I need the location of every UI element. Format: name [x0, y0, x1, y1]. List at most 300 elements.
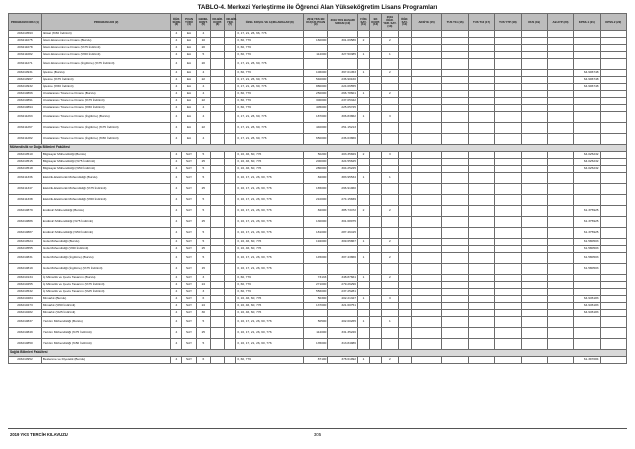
cell-empty: [521, 98, 547, 105]
cell-q: 5: [196, 152, 210, 159]
faculty-section-row: [9, 350, 627, 357]
cell-empty: [495, 303, 521, 310]
cell-empty: [495, 217, 521, 228]
cell-empty: [521, 77, 547, 84]
cell-kpss1: 61.375925: [574, 228, 600, 239]
cell-pt: EA: [182, 70, 196, 77]
cell-rank: [328, 310, 358, 317]
cell-ogr: [398, 317, 411, 328]
cell-empty: [210, 317, 224, 328]
cell-empty: [468, 217, 494, 228]
cell-cond: 3, 60, 776: [236, 91, 304, 98]
cell-cond: 3, 16, 17, 21, 26, 60, 776: [236, 253, 304, 264]
cell-empty: [225, 59, 236, 70]
cell-empty: [210, 253, 224, 264]
cell-ek: [370, 282, 382, 289]
cell-rank: 287.46415: [328, 228, 358, 239]
cell-rank: 237.05342: [328, 98, 358, 105]
cell-empty: [521, 239, 547, 246]
cell-empty: [225, 77, 236, 84]
cell-empty: [468, 152, 494, 159]
cell-kpss1: 61.580503: [574, 239, 600, 246]
cell-pt: SAY: [182, 282, 196, 289]
cell-empty: [495, 317, 521, 328]
cell-empty: [442, 184, 468, 195]
cell-rank: 251.15213: [328, 123, 358, 134]
cell-cond: 3, 16, 17, 21, 26, 60, 776: [236, 228, 304, 239]
cell-empty: [521, 184, 547, 195]
cell-score: 137000: [304, 303, 328, 310]
cell-empty: [411, 310, 442, 317]
cell-empty: [225, 217, 236, 228]
cell-empty: [547, 45, 573, 52]
cell-code: 203210510: [9, 152, 42, 159]
cell-name: İslam Ekonomisi ve Finans (%50 İndirimli): [41, 52, 171, 59]
cell-ogr: [398, 173, 411, 184]
cell-pt: SAY: [182, 228, 196, 239]
cell-empty: [468, 317, 494, 328]
cell-score: 405000: [304, 105, 328, 112]
cell-kpss1: [574, 134, 600, 145]
cell-empty: [411, 357, 442, 364]
cell-kpss2: [600, 52, 626, 59]
cell-empty: [495, 152, 521, 159]
cell-rank: 403.35829: [328, 152, 358, 159]
cell-empty: [225, 173, 236, 184]
cell-empty: [210, 184, 224, 195]
cell-empty: [210, 123, 224, 134]
cell-ogr: [398, 59, 411, 70]
cell-empty: [411, 184, 442, 195]
cell-name: Uluslararası Ticaret ve Finans (%75 İndirimli): [41, 98, 171, 105]
cell-q: 25: [196, 159, 210, 166]
cell-code: 203211078: [9, 45, 42, 52]
cell-empty: [411, 217, 442, 228]
cell-kpss1: 61.580503: [574, 264, 600, 275]
cell-ogr: [398, 45, 411, 52]
cell-kpss2: [600, 357, 626, 364]
cell-yer: 3: [382, 112, 398, 123]
cell-empty: [411, 339, 442, 350]
cell-empty: [468, 246, 494, 253]
cell-empty: [495, 105, 521, 112]
cell-empty: [547, 357, 573, 364]
cell-empty: [411, 91, 442, 98]
cell-name: Endüstri Mühendisliği (Burslu): [41, 206, 171, 217]
cell-empty: [547, 159, 573, 166]
cell-kpss1: [574, 328, 600, 339]
cell-empty: [495, 123, 521, 134]
cell-empty: [411, 159, 442, 166]
cell-kpss1: [574, 123, 600, 134]
cell-empty: [225, 70, 236, 77]
column-header: OK.BİR. KONT. (6): [210, 14, 224, 31]
cell-empty: [442, 239, 468, 246]
cell-ynum: [357, 246, 369, 253]
cell-empty: [495, 98, 521, 105]
cell-ek: [370, 152, 382, 159]
cell-ynum: [357, 289, 369, 296]
cell-empty: [547, 195, 573, 206]
cell-code: 203210967: [9, 77, 42, 84]
cell-cond: 3, 16, 46, 60, 776: [236, 152, 304, 159]
cell-empty: [442, 206, 468, 217]
cell-pt: SAY: [182, 357, 196, 364]
cell-empty: [411, 253, 442, 264]
cell-empty: [442, 253, 468, 264]
cell-empty: [521, 206, 547, 217]
cell-cond: 3, 16, 46, 60, 776: [236, 159, 304, 166]
cell-dur: 4: [171, 134, 182, 145]
cell-yer: 2: [382, 91, 398, 98]
cell-rank: 301.68075: [328, 217, 358, 228]
cell-empty: [495, 77, 521, 84]
cell-ogr: [398, 77, 411, 84]
cell-empty: [495, 339, 521, 350]
cell-empty: [547, 123, 573, 134]
cell-code: 203210894: [9, 105, 42, 112]
cell-ek: [370, 166, 382, 173]
cell-dur: 4: [171, 206, 182, 217]
cell-empty: [468, 195, 494, 206]
table-row: [9, 105, 627, 112]
table-row: [9, 77, 627, 84]
cell-kpss2: [600, 166, 626, 173]
cell-ynum: [357, 195, 369, 206]
cell-rank: 321.60751: [328, 303, 358, 310]
cell-ek: [370, 253, 382, 264]
cell-empty: [521, 112, 547, 123]
cell-kpss2: [600, 310, 626, 317]
cell-dur: 4: [171, 38, 182, 45]
cell-q: 4: [196, 84, 210, 91]
cell-kpss1: [574, 59, 600, 70]
cell-ynum: 1: [357, 253, 369, 264]
cell-yer: [382, 246, 398, 253]
cell-empty: [547, 246, 573, 253]
cell-score: 200000: [304, 159, 328, 166]
cell-empty: [225, 206, 236, 217]
cell-ek: [370, 357, 382, 364]
cell-dur: 4: [171, 310, 182, 317]
cell-empty: [495, 246, 521, 253]
cell-q: 5: [196, 228, 210, 239]
cell-ogr: [398, 91, 411, 98]
cell-ynum: [357, 166, 369, 173]
cell-empty: [547, 253, 573, 264]
cell-dur: 4: [171, 317, 182, 328]
cell-empty: [225, 134, 236, 145]
faculty-name: Sağlık Bilimleri Fakültesi: [9, 350, 627, 357]
cell-empty: [442, 228, 468, 239]
cell-yer: [382, 166, 398, 173]
cell-empty: [225, 246, 236, 253]
cell-cond: 3, 60, 776: [236, 289, 304, 296]
cell-empty: [495, 328, 521, 339]
cell-empty: [442, 166, 468, 173]
cell-code: 203211271: [9, 59, 42, 70]
cell-empty: [225, 357, 236, 364]
cell-kpss2: [600, 246, 626, 253]
cell-kpss2: [600, 317, 626, 328]
cell-ogr: [398, 289, 411, 296]
cell-yer: [382, 159, 398, 166]
cell-ek: [370, 77, 382, 84]
cell-q: 25: [196, 246, 210, 253]
cell-empty: [411, 84, 442, 91]
cell-pt: EA: [182, 123, 196, 134]
cell-yer: [382, 339, 398, 350]
cell-code: 203210282: [9, 310, 42, 317]
cell-ynum: [357, 328, 369, 339]
cell-empty: [442, 303, 468, 310]
cell-yer: [382, 31, 398, 38]
cell-code: 203210515: [9, 159, 42, 166]
cell-dur: 4: [171, 84, 182, 91]
cell-pt: SAY: [182, 310, 196, 317]
cell-cond: 3, 16, 17, 21, 26, 60, 776: [236, 328, 304, 339]
cell-yer: [382, 59, 398, 70]
cell-kpss1: 64.945183: [574, 310, 600, 317]
cell-score: 300000: [304, 98, 328, 105]
cell-ek: [370, 70, 382, 77]
cell-score: 112000: [304, 52, 328, 59]
cell-empty: [411, 275, 442, 282]
cell-q: 5: [196, 239, 210, 246]
cell-empty: [411, 195, 442, 206]
cell-kpss2: [600, 206, 626, 217]
cell-ogr: [398, 31, 411, 38]
cell-kpss1: [574, 184, 600, 195]
cell-score: 82000: [304, 173, 328, 184]
cell-empty: [442, 275, 468, 282]
table-row: [9, 264, 627, 275]
cell-empty: [225, 228, 236, 239]
table-row: [9, 152, 627, 159]
cell-pt: SAY: [182, 246, 196, 253]
cell-empty: [210, 112, 224, 123]
column-header: 2019 YKS EN KÜÇÜK PUAN (9): [304, 14, 328, 31]
cell-ynum: [357, 217, 369, 228]
cell-name: Gıda Mühendisliği (İngilizce) (%75 İndirimli): [41, 264, 171, 275]
cell-ynum: [357, 282, 369, 289]
cell-rank: [328, 246, 358, 253]
cell-kpss1: [574, 317, 600, 328]
cell-ogr: [398, 328, 411, 339]
cell-q: 5: [196, 339, 210, 350]
cell-score: 181000: [304, 228, 328, 239]
column-header: PUAN TÜRÜ (4): [182, 14, 196, 31]
cell-cond: 3, 60, 776: [236, 70, 304, 77]
cell-code: 203210849: [9, 328, 42, 339]
cell-empty: [468, 31, 494, 38]
cell-cond: 3, 60, 776: [236, 52, 304, 59]
cell-empty: [547, 206, 573, 217]
cell-empty: [225, 296, 236, 303]
cell-q: 5: [196, 166, 210, 173]
cell-empty: [468, 184, 494, 195]
cell-empty: [411, 77, 442, 84]
cell-cond: 3, 16, 46, 60, 776: [236, 303, 304, 310]
table-row: [9, 159, 627, 166]
cell-yer: 2: [382, 239, 398, 246]
cell-score: 112000: [304, 328, 328, 339]
cell-score: 82000: [304, 206, 328, 217]
cell-code: 203210866: [9, 91, 42, 98]
cell-yer: [382, 184, 398, 195]
cell-rank: 324.55625: [328, 159, 358, 166]
cell-empty: [442, 246, 468, 253]
cell-empty: [225, 152, 236, 159]
cell-q: 20: [196, 59, 210, 70]
column-header: TUS T11 (16): [442, 14, 468, 31]
cell-empty: [521, 357, 547, 364]
cell-dur: 4: [171, 282, 182, 289]
table-row: [9, 59, 627, 70]
cell-code: 203211263: [9, 112, 42, 123]
table-row: [9, 84, 627, 91]
cell-name: Yazılım Mühendisliği (%50 İndirimli): [41, 339, 171, 350]
cell-empty: [521, 310, 547, 317]
cell-name: Uluslararası Ticaret ve Finans (İngilizce) (Burslu): [41, 112, 171, 123]
cell-pt: SAY: [182, 317, 196, 328]
cell-empty: [442, 173, 468, 184]
cell-ynum: [357, 123, 369, 134]
cell-empty: [210, 289, 224, 296]
column-header: ÖZEL KOŞUL VE AÇIKLAMALAR (8): [236, 14, 304, 31]
cell-dur: 4: [171, 152, 182, 159]
cell-empty: [225, 52, 236, 59]
cell-empty: [210, 91, 224, 98]
cell-empty: [210, 38, 224, 45]
cell-ogr: [398, 339, 411, 350]
table-row: [9, 134, 627, 145]
cell-empty: [225, 195, 236, 206]
cell-empty: [521, 70, 547, 77]
cell-empty: [468, 52, 494, 59]
cell-name: Beslenme ve Diyetetik (Burslu): [41, 357, 171, 364]
cell-ogr: [398, 134, 411, 145]
cell-ek: [370, 91, 382, 98]
cell-empty: [468, 84, 494, 91]
cell-ek: [370, 275, 382, 282]
cell-ynum: [357, 228, 369, 239]
cell-empty: [547, 289, 573, 296]
footer-guide-title: 2019 YKS TERCİH KILAVUZU: [10, 432, 68, 437]
cell-name: Endüstri Mühendisliği (%50 İndirimli): [41, 228, 171, 239]
cell-code: 203211082: [9, 52, 42, 59]
cell-yer: 2: [382, 275, 398, 282]
cell-name: Yazılım Mühendisliği (%75 İndirimli): [41, 328, 171, 339]
cell-code: 203210887: [9, 228, 42, 239]
cell-dur: 4: [171, 289, 182, 296]
table-row: [9, 339, 627, 350]
cell-q: 4: [196, 91, 210, 98]
cell-pt: SAY: [182, 275, 196, 282]
cell-dur: 4: [171, 239, 182, 246]
cell-empty: [521, 59, 547, 70]
cell-ynum: [357, 339, 369, 350]
cell-kpss1: 64.906748: [574, 84, 600, 91]
cell-ogr: [398, 206, 411, 217]
cell-code: 203210819: [9, 264, 42, 275]
cell-empty: [442, 98, 468, 105]
cell-ynum: 1: [357, 275, 369, 282]
cell-empty: [521, 228, 547, 239]
cell-empty: [411, 134, 442, 145]
cell-kpss1: [574, 31, 600, 38]
cell-empty: [442, 84, 468, 91]
cell-q: 25: [196, 328, 210, 339]
cell-empty: [521, 38, 547, 45]
cell-kpss2: [600, 328, 626, 339]
cell-empty: [210, 264, 224, 275]
cell-empty: [210, 228, 224, 239]
cell-empty: [411, 328, 442, 339]
cell-rank: 383.95534: [328, 173, 358, 184]
cell-empty: [442, 328, 468, 339]
cell-kpss1: 64.945183: [574, 296, 600, 303]
footer-divider: [8, 428, 627, 429]
cell-ek: [370, 123, 382, 134]
cell-score: 160000: [304, 38, 328, 45]
cell-empty: [442, 105, 468, 112]
cell-empty: [495, 264, 521, 275]
cell-score: 130000: [304, 217, 328, 228]
cell-ogr: [398, 98, 411, 105]
cell-ynum: [357, 159, 369, 166]
table-row: [9, 206, 627, 217]
cell-empty: [495, 159, 521, 166]
cell-ogr: [398, 105, 411, 112]
cell-ek: [370, 217, 382, 228]
cell-ogr: [398, 296, 411, 303]
table-row: [9, 98, 627, 105]
cell-ek: [370, 98, 382, 105]
column-header: TUS T12 (17): [468, 14, 494, 31]
cell-empty: [411, 38, 442, 45]
column-header: AB AYP (20): [547, 14, 573, 31]
cell-ynum: [357, 134, 369, 145]
cell-empty: [495, 166, 521, 173]
cell-empty: [468, 166, 494, 173]
cell-empty: [547, 134, 573, 145]
cell-kpss2: [600, 123, 626, 134]
table-row: [9, 123, 627, 134]
cell-empty: [495, 206, 521, 217]
cell-empty: [547, 59, 573, 70]
cell-ek: [370, 52, 382, 59]
cell-kpss2: [600, 59, 626, 70]
cell-empty: [468, 159, 494, 166]
cell-empty: [468, 70, 494, 77]
cell-pt: SAY: [182, 289, 196, 296]
cell-cond: 3, 16, 46, 60, 776: [236, 310, 304, 317]
cell-empty: [547, 52, 573, 59]
cell-ogr: [398, 357, 411, 364]
cell-empty: [547, 84, 573, 91]
cell-name: Uluslararası Ticaret ve Finans (İngilizce) (%50 İndirimli): [41, 134, 171, 145]
cell-q: 25: [196, 184, 210, 195]
cell-empty: [547, 303, 573, 310]
cell-ek: [370, 173, 382, 184]
cell-pt: EA: [182, 45, 196, 52]
cell-pt: EA: [182, 38, 196, 45]
cell-empty: [442, 357, 468, 364]
cell-ek: [370, 31, 382, 38]
cell-cond: 3, 16, 17, 21, 26, 60, 776: [236, 339, 304, 350]
cell-ogr: [398, 159, 411, 166]
